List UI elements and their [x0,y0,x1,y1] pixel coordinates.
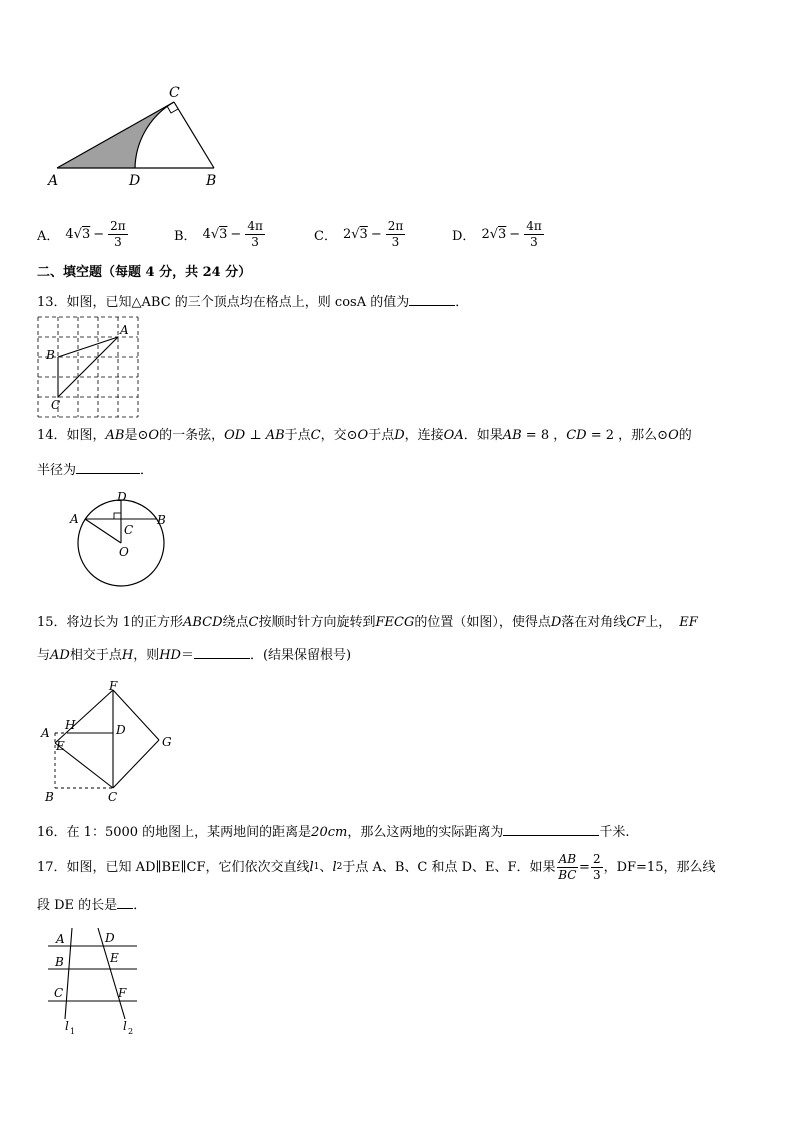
label-e: E [56,739,65,753]
option-a[interactable]: A． 4 √ 3 − $\frac{2\pi}{3}$ [37,218,126,249]
option-d[interactable]: D． 2 √ 3 − $\frac{4\pi}{3}$ [452,218,542,249]
q15-line2: 与AD相交于点H，则HD＝ ．(结果保留根号) [37,648,352,663]
option-letter: D． [452,228,476,244]
label-f: F [118,986,127,1000]
option-sqrt: 3 [81,226,91,242]
label-l1: l [65,1019,69,1033]
label-d: D [117,490,127,504]
q17-line1: 17．如图，已知 AD∥BE∥CF，它们依次交直线 l 1 、 l 2 于点 A、B、C 和点 D、E、F．如果 $\frac{AB}{BC}$ = $\frac{2}{3}$ ，DF=15，那么线 [37,851,716,882]
label-b: B [45,790,54,804]
label-c: C [169,85,180,101]
label-a: A [56,932,65,946]
q17-value-fraction: $\frac{2}{3}$ [592,851,601,882]
label-e: E [110,951,119,965]
option-minus: − [509,226,521,242]
label-b: B [46,348,55,362]
option-fraction: $\frac{4\pi}{3}$ [526,218,542,249]
q15-answer-blank[interactable] [194,646,250,659]
option-coef: 2 [342,226,352,242]
option-minus: − [93,226,105,242]
label-b: B [55,955,64,969]
option-minus: − [370,226,382,242]
option-letter: A． [37,228,60,244]
label-l2-sub: 2 [128,1027,134,1036]
q15-line1: 15．将边长为 1的正方形ABCD绕点C按顺时针方向旋转到FECG的位置（如图），使得点D落在对角线CF上， EF [37,615,698,630]
option-fraction: $\frac{4\pi}{3}$ [247,218,263,249]
label-l1-sub: 1 [70,1027,76,1036]
q14-figure [68,488,178,593]
option-coef: 2 [481,226,490,242]
q12-options [37,214,597,254]
label-d: D [129,173,141,189]
option-letter: B． [174,228,197,244]
q17-line2: 段 DE 的长是 ． [37,898,147,913]
q15-figure [37,678,182,808]
option-c[interactable]: C． 2 √ 3 − $\frac{2\pi}{3}$ [314,218,404,249]
option-minus: − [230,226,242,242]
q16-answer-blank[interactable] [503,823,599,836]
label-c: C [124,523,134,537]
q17-ratio-fraction: $\frac{AB}{BC}$ [558,851,577,882]
option-letter: C． [314,228,337,244]
option-sqrt: 3 [359,226,368,242]
label-a: A [41,726,50,740]
option-sqrt: 3 [498,226,507,242]
option-fraction: $\frac{2\pi}{3}$ [387,218,404,249]
label-f: F [109,679,118,693]
option-coef: 4 [202,226,211,242]
label-a: A [48,173,59,189]
label-c: C [108,790,118,804]
section-title: 二、填空题（每题 4 分，共 24 分） [37,265,252,280]
label-h: H [65,718,76,732]
q13-text: 13．如图，已知△ABC 的三个顶点均在格点上，则 cosA 的值为 ． [37,295,469,310]
q14-line2: 半径为 ． [37,463,154,478]
q13-answer-blank[interactable] [409,293,455,306]
label-o: O [119,545,129,559]
label-b: B [206,173,217,189]
q12-figure [40,80,240,192]
label-b: B [157,513,166,527]
q16-text: 16．在 1：5000 的地图上，某两地间的距离是20cm，那么这两地的实际距离为 千米. [37,825,630,840]
label-c: C [54,986,64,1000]
label-l2: l [123,1019,127,1033]
label-c: C [51,398,61,412]
option-sqrt: 3 [219,226,228,242]
q17-answer-blank[interactable] [117,896,133,909]
option-coef: 4 [65,226,74,242]
label-a: A [70,512,79,526]
q14-line1: 14．如图，AB是⊙O的一条弦，OD ⊥ AB于点C，交⊙O于点D，连接OA．如果AB = 8 ，CD = 2 ，那么⊙O的 [37,428,692,443]
q13-figure [37,316,139,418]
label-a: A [120,323,129,337]
label-g: G [162,735,172,749]
q14-answer-blank[interactable] [76,461,140,474]
label-d: D [116,723,126,737]
option-fraction: $\frac{2\pi}{3}$ [110,218,126,249]
q17-figure [40,922,150,1037]
right-angle-mark [167,106,178,113]
option-b[interactable]: B． 4 √ 3 − $\frac{4\pi}{3}$ [174,218,263,249]
label-d: D [105,931,115,945]
